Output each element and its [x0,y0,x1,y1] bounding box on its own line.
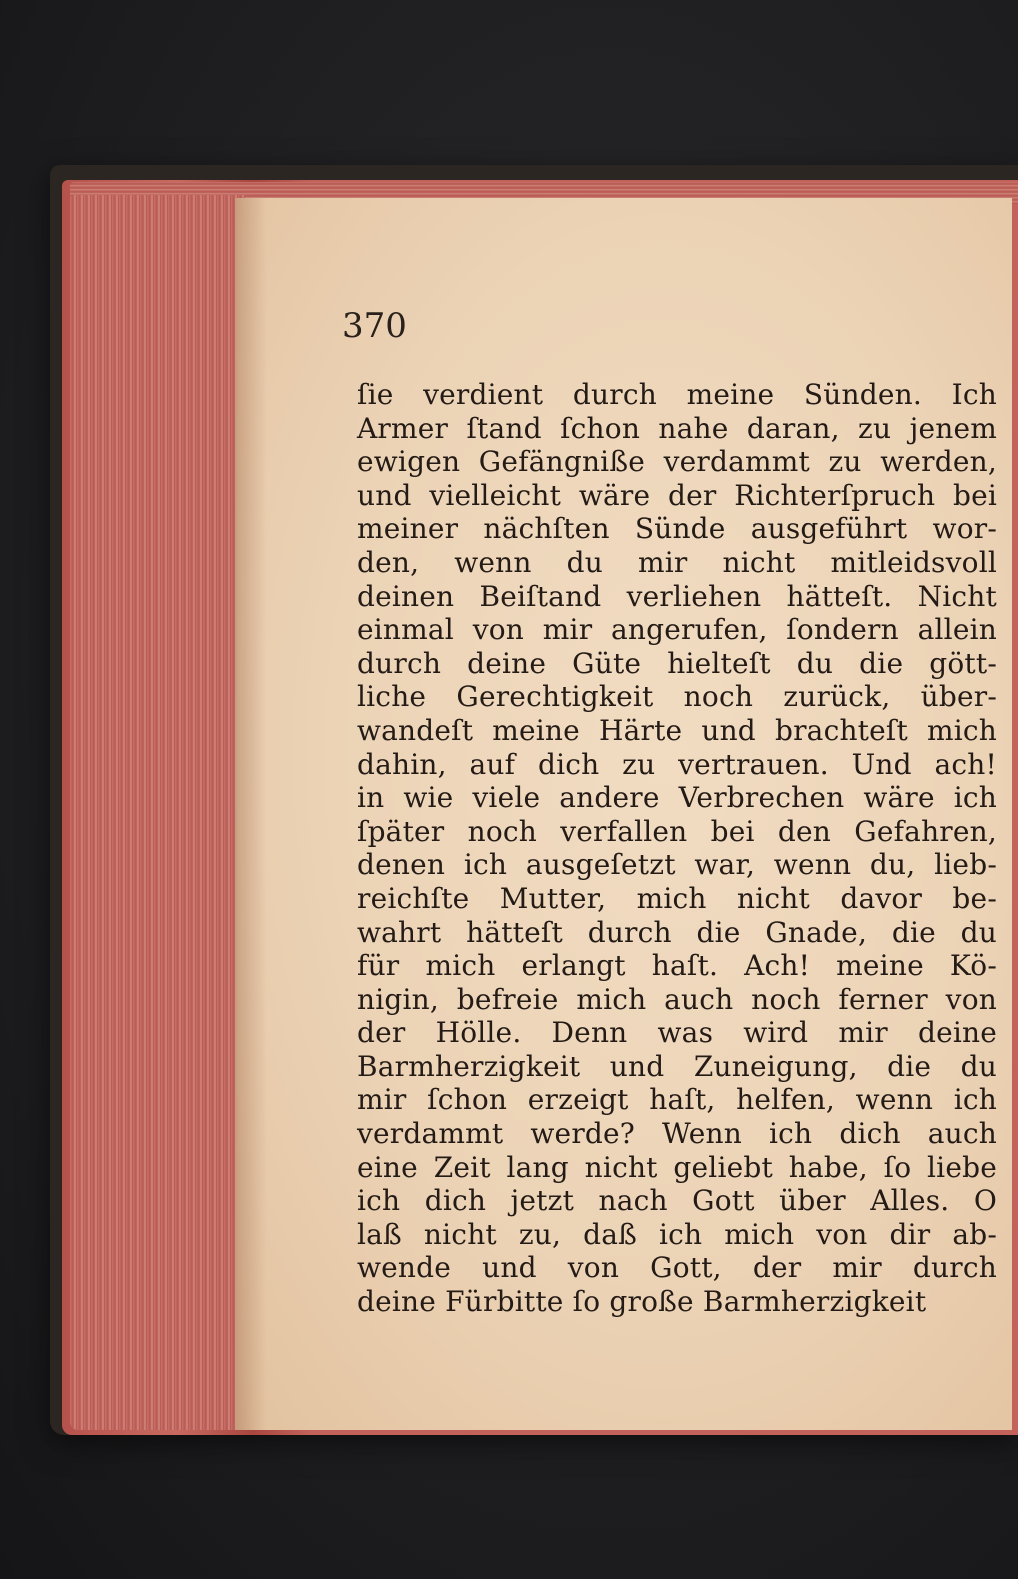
text-line: einmal von mir angerufen, ſondern allein [357,613,997,647]
page-number: 370 [342,306,407,346]
text-line: ſie verdient durch meine Sünden. Ich [357,378,997,411]
text-line: laß nicht zu, daß ich mich von dir ab- [357,1217,997,1251]
text-line: denen ich ausgeſetzt war, wenn du, lieb- [357,848,997,882]
text-line: ewigen Gefängniße verdammt zu werden, [357,445,997,479]
text-line: mir ſchon erzeigt haſt, helfen, wenn ich [357,1083,997,1117]
text-line: eine Zeit lang nicht geliebt habe, ſo liebe [357,1150,997,1184]
text-line: ich dich jetzt nach Gott über Alles. O [357,1184,997,1218]
text-line: Barmherzigkeit und Zuneigung, die du [357,1049,997,1083]
text-line: den, wenn du mir nicht mitleidsvoll [357,545,997,579]
text-line: Armer ſtand ſchon nahe daran, zu jenem [357,411,997,445]
book-page [235,198,1012,1430]
text-line: für mich erlangt haſt. Ach! meine Kö- [357,949,997,983]
body-text [357,378,997,1319]
text-line: der Hölle. Denn was wird mir deine [357,1016,997,1050]
page-side-edges [70,195,245,1430]
text-line: liche Gerechtigkeit noch zurück, über- [357,680,997,714]
text-line: durch deine Güte hielteſt du die gött- [357,646,997,680]
text-line: deinen Beiſtand verliehen hätteſt. Nicht [357,579,997,613]
text-line: in wie viele andere Verbrechen wäre ich [357,781,997,815]
text-line: und vielleicht wäre der Richterſpruch bei [357,478,997,512]
text-line: wandeſt meine Härte und brachteſt mich [357,713,997,747]
text-line: wahrt hätteſt durch die Gnade, die du [357,915,997,949]
text-line: wende und von Gott, der mir durch [357,1251,997,1285]
text-line: ſpäter noch verfallen bei den Gefahren, [357,814,997,848]
text-line: dahin, auf dich zu vertrauen. Und ach! [357,747,997,781]
text-line: deine Fürbitte ſo große Barmherzigkeit [357,1285,927,1319]
text-line: reichſte Mutter, mich nicht davor be- [357,881,997,915]
text-line: verdammt werde? Wenn ich dich auch [357,1117,997,1151]
text-line: nigin, befreie mich auch noch ferner von [357,982,997,1016]
text-line: meiner nächſten Sünde ausgeführt wor- [357,512,997,546]
